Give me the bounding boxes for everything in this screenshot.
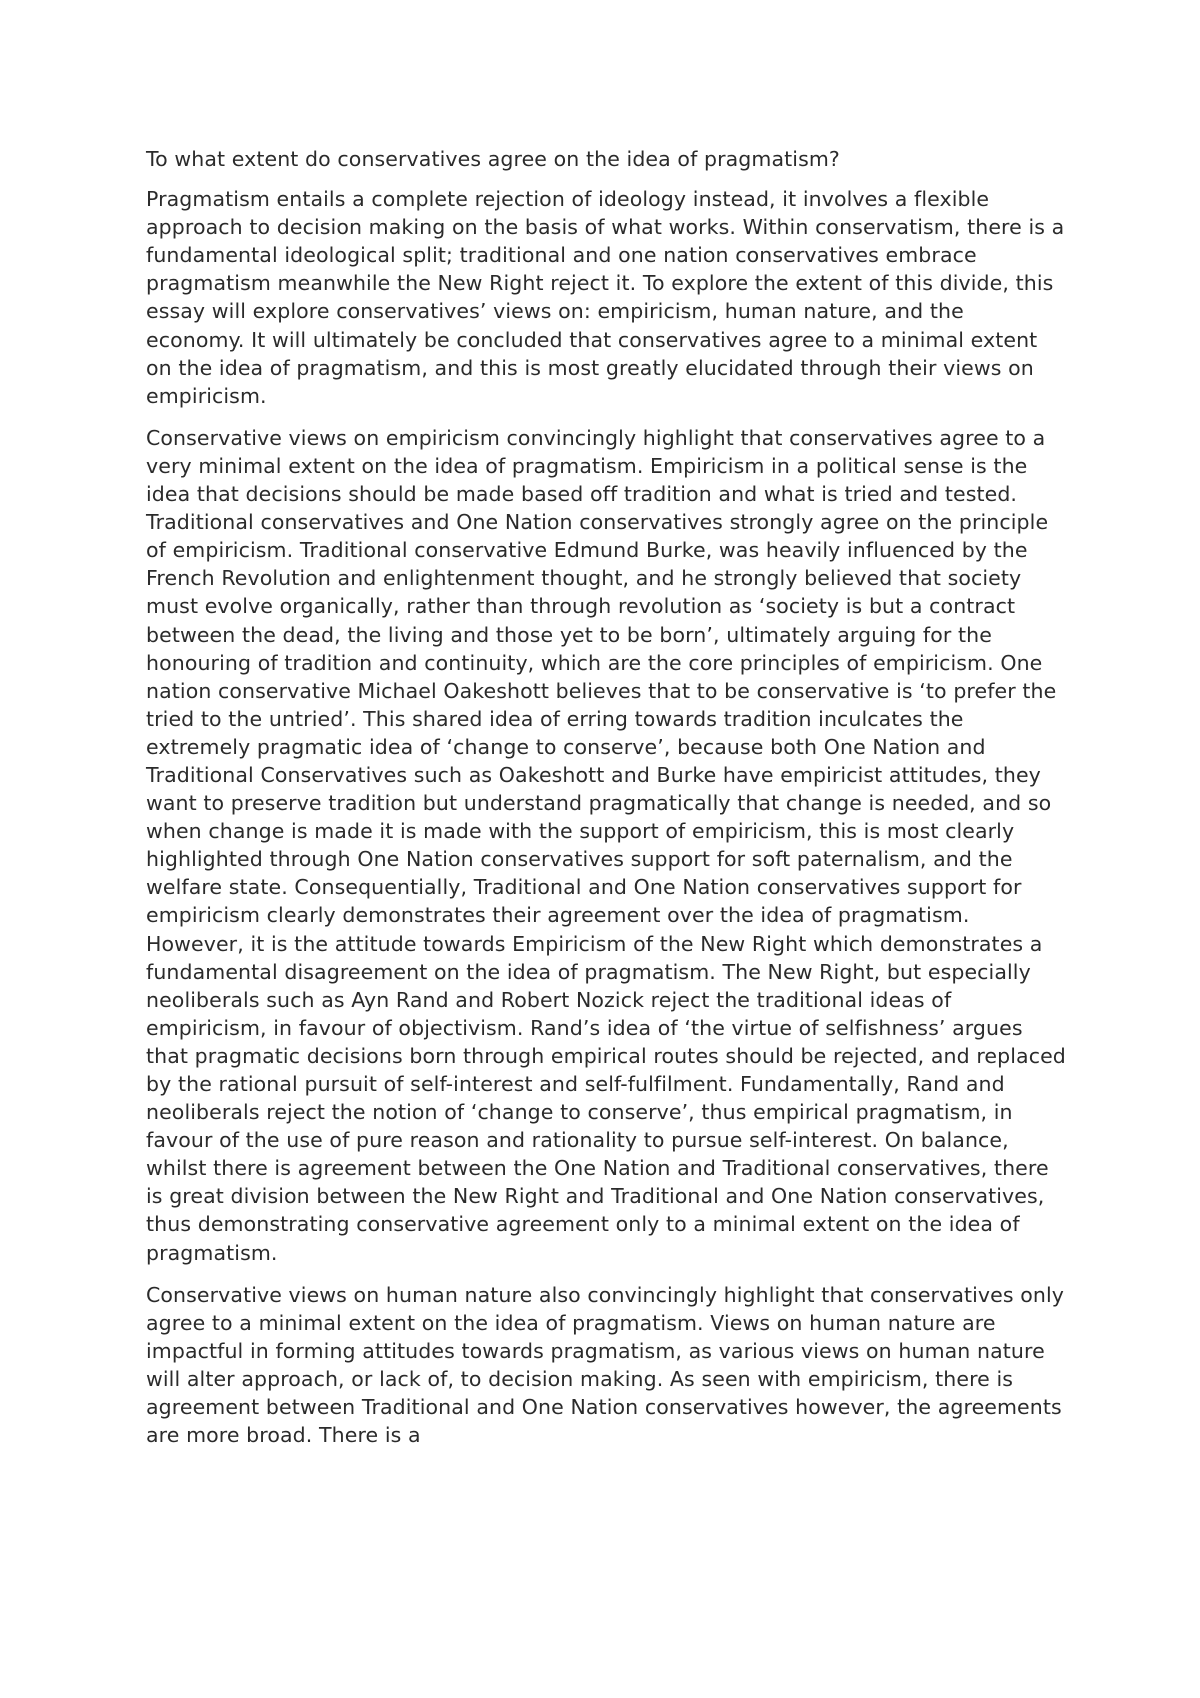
paragraph-introduction: Pragmatism entails a complete rejection of ideology instead, it involves a flexible approach to decision making on the basis of what works. Within conservatism, there is a fundamental ideological split; traditional and one nation conservatives embrace pragmatism meanwhile the New Right reject it. To explore the extent of this divide, this essay will explore conservatives’ views on: empiricism, human nature, and the economy. It will ultimately be concluded that conservatives agree to a minimal extent on the idea of pragmatism, and this is most greatly elucidated through their views on empiricism. <box>146 187 1065 408</box>
paragraph-human-nature: Conservative views on human nature also convincingly highlight that conservatives only agree to a minimal extent on the idea of pragmatism. Views on human nature are impactful in forming attitudes towards pragmatism, as various views on human nature will alter approach, or lack of, to decision making. As seen with empiricism, there is agreement between Traditional and One Nation conservatives however, the agreements are more broad. There is a <box>146 1282 1065 1448</box>
document-body <box>146 145 1066 1463</box>
paragraph-empiricism: Conservative views on empiricism convincingly highlight that conservatives agree to a very minimal extent on the idea of pragmatism. Empiricism in a political sense is the idea that decisions should be made based off tradition and what is tried and tested. Traditional conservatives and One Nation conservatives strongly agree on the principle of empiricism. Traditional conservative Edmund Burke, was heavily influenced by the French Revolution and enlightenment thought, and he strongly believed that society must evolve organically, rather than through revolution as ‘society is but a contract between the dead, the living and those yet to be born’, ultimately arguing for the honouring of tradition and continuity, which are the core principles of empiricism. One nation conservative Michael Oakeshott believes that to be conservative is ‘to prefer the tried to the untried’. This shared idea of erring towards tradition inculcates the extremely pragmatic idea of ‘change to conserve’, because both One Nation and Traditional Conservatives such as Oakeshott and Burke have empiricist attitudes, they want to preserve tradition but understand pragmatically that change is needed, and so when change is made it is made with the support of empiricism, this is most clearly highlighted through One Nation conservatives support for soft paternalism, and the welfare state. Consequentially, Traditional and One Nation conservatives support for empiricism clearly demonstrates their agreement over the idea of pragmatism. However, it is the attitude towards Empiricism of the New Right which demonstrates a fundamental disagreement on the idea of pragmatism. The New Right, but especially neoliberals such as Ayn Rand and Robert Nozick reject the traditional ideas of empiricism, in favour of objectivism. Rand’s idea of ‘the virtue of selfishness’ argues that pragmatic decisions born through empirical routes should be rejected, and replaced by the rational pursuit of self-interest and self-fulfilment. Fundamentally, Rand and neoliberals reject the notion of ‘change to conserve’, thus empirical pragmatism, in favour of the use of pure reason and rationality to pursue self-interest. On balance, whilst there is agreement between the One Nation and Traditional conservatives, there is great division between the New Right and Traditional and One Nation conservatives, thus demonstrating conservative agreement only to a minimal extent on the idea of pragmatism. <box>146 425 1066 1265</box>
essay-question: To what extent do conservatives agree on the idea of pragmatism? <box>146 147 840 171</box>
